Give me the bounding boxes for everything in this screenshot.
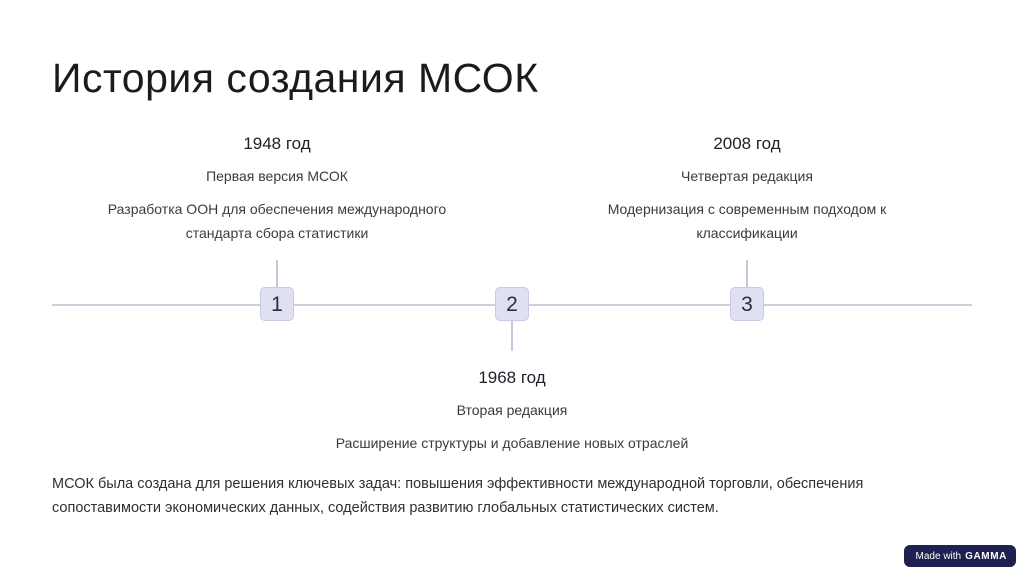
event-subtitle: Четвертая редакция: [681, 168, 813, 184]
event-description: Расширение структуры и добавление новых отраслей: [335, 435, 689, 451]
timeline-connector-1: [276, 260, 278, 288]
timeline-marker-1: 1: [260, 287, 294, 321]
timeline-connector-2: [511, 321, 513, 351]
badge-prefix: Made with: [915, 550, 962, 562]
slide-title: История создания МСОК: [52, 55, 539, 101]
event-description: Модернизация с современным подходом к классификации: [607, 201, 887, 241]
event-subtitle: Первая версия МСОК: [206, 168, 348, 184]
event-year: 2008 год: [713, 134, 781, 153]
timeline-connector-3: [746, 260, 748, 288]
event-description: Разработка ООН для обеспечения международного стандарта сбора статистики: [107, 201, 447, 241]
made-with-gamma-badge[interactable]: [904, 545, 1016, 567]
timeline-event-2: [282, 367, 742, 455]
timeline-marker-3: 3: [730, 287, 764, 321]
timeline-marker-2: 2: [495, 287, 529, 321]
timeline-event-3: [537, 133, 957, 245]
event-year: 1948 год: [243, 134, 311, 153]
gamma-logo: GAMMA: [965, 550, 1007, 562]
summary-paragraph: МСОК была создана для решения ключевых задач: повышения эффективности международной торговли, обеспечения сопоставимости экономических данных, содействия развитию глобальных статистических систем.: [52, 476, 864, 516]
event-year: 1968 год: [478, 368, 546, 387]
timeline-event-1: [67, 133, 487, 245]
event-subtitle: Вторая редакция: [456, 402, 568, 418]
